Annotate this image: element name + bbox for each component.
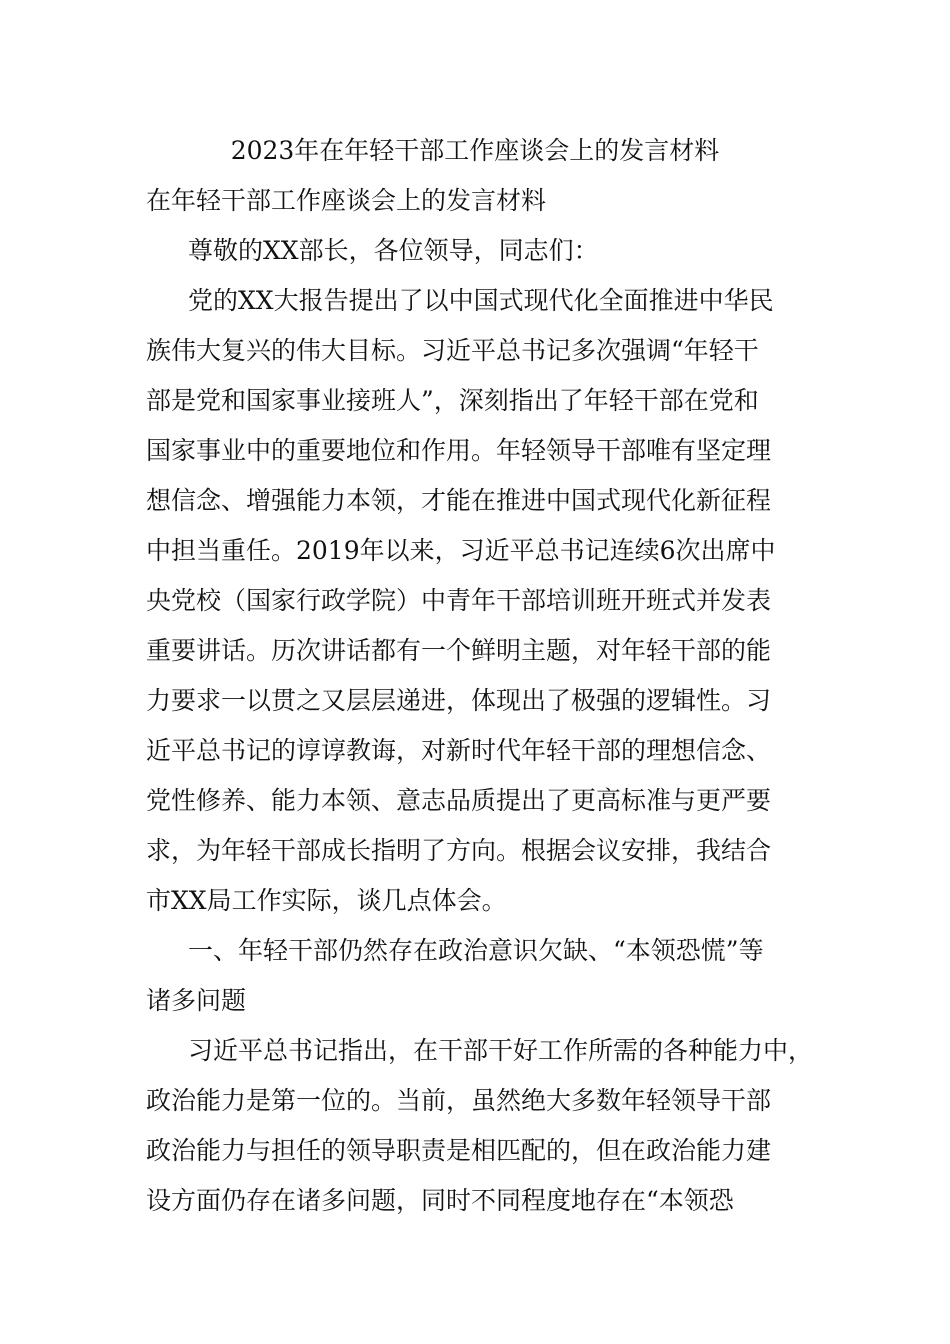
text-line: 党性修养、能力本领、意志品质提出了更高标准与更严要 [146,786,772,815]
text-line: 党的XX大报告提出了以中国式现代化全面推进中华民 [188,286,774,315]
text-line: 重要讲话。历次讲话都有一个鲜明主题，对年轻干部的能 [146,636,772,665]
text-line: 想信念、增强能力本领，才能在推进中国式现代化新征程 [146,486,772,515]
text-line: 部是党和国家事业接班人”，深刻指出了年轻干部在党和 [146,386,759,415]
text-line: 政治能力是第一位的。当前，虽然绝大多数年轻领导干部 [146,1086,772,1115]
document-title: 2023年在年轻干部工作座谈会上的发言材料 [230,136,720,165]
text-line: 力要求一以贯之又层层递进，体现出了极强的逻辑性。习 [146,686,772,715]
text-line: 国家事业中的重要地位和作用。年轻领导干部唯有坚定理 [146,436,772,465]
text-line: 央党校（国家行政学院）中青年干部培训班开班式并发表 [146,586,772,615]
text-line: 中担当重任。2019年以来，习近平总书记连续6次出席中 [146,536,776,565]
text-line: 求，为年轻干部成长指明了方向。根据会议安排，我结合 [146,836,772,865]
salutation: 尊敬的XX部长，各位领导，同志们： [188,236,599,265]
heading-line: 一、年轻干部仍然存在政治意识欠缺、“本领恐慌”等 [188,936,764,965]
text-line: 近平总书记的谆谆教诲，对新时代年轻干部的理想信念、 [146,736,772,765]
text-line: 习近平总书记指出，在干部干好工作所需的各种能力中， [188,1036,814,1065]
text-line: 政治能力与担任的领导职责是相匹配的，但在政治能力建 [146,1136,772,1165]
document-subtitle: 在年轻干部工作座谈会上的发言材料 [146,186,547,215]
text-line: 市XX局工作实际，谈几点体会。 [146,886,507,915]
text-line: 设方面仍存在诸多问题，同时不同程度地存在“本领恐 [146,1186,734,1215]
heading-line: 诸多问题 [146,986,247,1015]
text-line: 族伟大复兴的伟大目标。习近平总书记多次强调“年轻干 [146,336,759,365]
